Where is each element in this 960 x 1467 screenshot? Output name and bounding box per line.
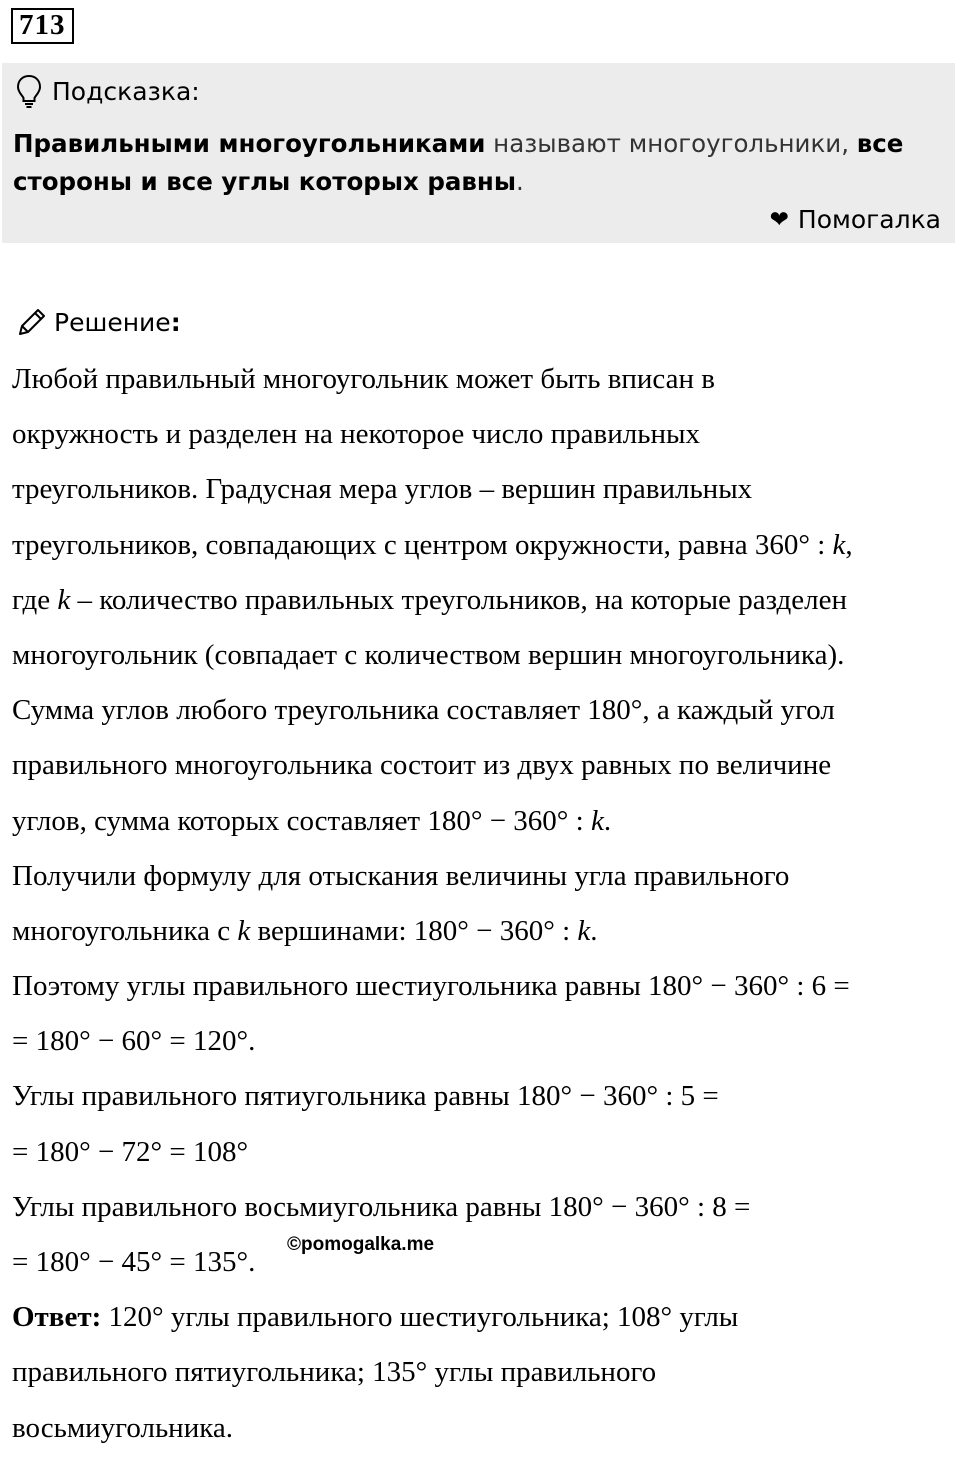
hint-box (2, 63, 955, 243)
solution-line: Поэтому углы правильного шестиугольника равны 180° − 360° : 6 = (12, 970, 850, 1003)
solution-line: Углы правильного пятиугольника равны 180° − 360° : 5 = (12, 1080, 719, 1113)
hint-middle: называют многоугольники, (485, 129, 857, 158)
text-segment: где (12, 583, 58, 616)
solution-line: = 180° − 72° = 108° (12, 1135, 249, 1168)
hint-bold-2: стороны и все углы которых равны (13, 167, 516, 196)
solution-line: Получили формулу для отыскания величины угла правильного (12, 859, 790, 892)
solution-line: = 180° − 45° = 135°. (12, 1246, 256, 1278)
task-number: 713 (11, 8, 74, 44)
brand-label (770, 205, 941, 234)
solution-line: Сумма углов любого треугольника составляет 180°, а каждый угол (12, 694, 835, 727)
solution-line: окружность и разделен на некоторое число правильных (12, 418, 700, 451)
heart-icon: ❤ (769, 206, 789, 233)
watermark: ©pomogalka.me (287, 1234, 435, 1255)
solution-line (12, 904, 957, 959)
text-segment: вершинами: 180° − 360° : (250, 914, 578, 947)
math-variable: k (832, 528, 846, 561)
solution-body (12, 352, 957, 1456)
text-segment: , (845, 528, 853, 561)
solution-title: Решение (54, 307, 171, 337)
solution-header (16, 300, 181, 344)
solution-line: правильного многоугольника состоит из двух равных по величине (12, 749, 832, 782)
solution-line (12, 573, 957, 628)
hint-text (13, 125, 933, 201)
answer-label: Ответ: (12, 1301, 102, 1334)
math-variable: k (577, 914, 591, 947)
solution-line: треугольников. Градусная мера углов – вершин правильных (12, 473, 753, 506)
answer-line (12, 1290, 957, 1345)
math-variable: k (237, 914, 251, 947)
text-segment: . (590, 914, 598, 947)
answer-line: правильного пятиугольника; 135° углы правильного (12, 1356, 657, 1389)
hint-header (16, 71, 200, 111)
text-segment: – количество правильных треугольников, на которые разделен (70, 583, 848, 616)
solution-line: Углы правильного восьмиугольника равны 180° − 360° : 8 = (12, 1190, 751, 1223)
math-variable: k (57, 583, 71, 616)
math-variable: k (590, 804, 604, 837)
hint-term: Правильными многоугольниками (13, 129, 486, 158)
hint-bold-1: все (856, 129, 904, 158)
answer-line: восьмиугольника. (12, 1411, 233, 1444)
solution-line: Любой правильный многоугольник может быть вписан в (12, 363, 715, 395)
text-segment: треугольников, совпадающих с центром окружности, равна 360° : (12, 528, 833, 561)
solution-line (12, 794, 957, 849)
solution-line: = 180° − 60° = 120°. (12, 1025, 256, 1058)
text-segment: углов, сумма которых составляет 180° − 360° : (12, 804, 591, 837)
answer-text: 120° углы правильного шестиугольника; 108° углы (101, 1301, 739, 1334)
text-segment: многоугольника с (12, 914, 238, 947)
text-segment: . (603, 804, 612, 837)
solution-colon: : (170, 307, 181, 337)
lightbulb-icon (16, 74, 42, 108)
solution-line (12, 518, 957, 573)
solution-line: многоугольник (совпадает с количеством вершин многоугольника). (12, 638, 845, 671)
brand-name: Помогалка (797, 205, 941, 234)
hint-period: . (515, 167, 524, 196)
hint-title: Подсказка: (52, 76, 200, 106)
pencil-icon (16, 306, 48, 338)
